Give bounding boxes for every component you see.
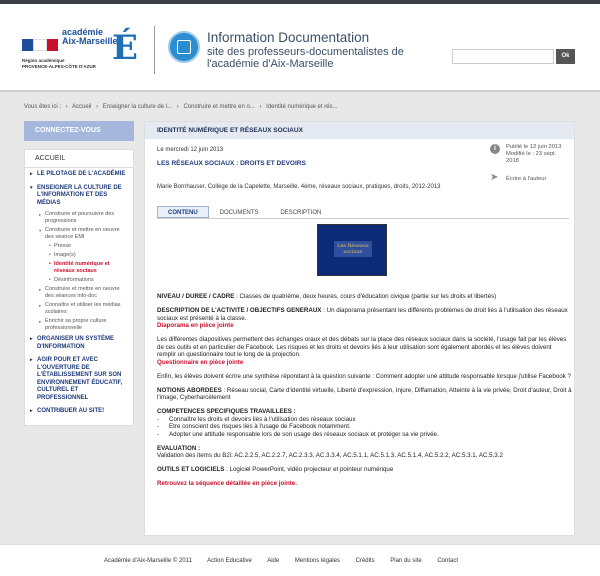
footer-links [104,558,472,564]
breadcrumb-prefix: Vous êtes ici : [24,104,62,110]
breadcrumb-sep: › [259,104,262,110]
competences-block [157,408,572,438]
search-ok-button[interactable]: Ok [556,49,575,64]
header-divider [154,26,155,74]
footer-link-aide[interactable]: Aide [267,558,280,564]
connect-button[interactable]: CONNECTEZ-VOUS [24,121,134,141]
breadcrumb-sep: › [65,104,68,110]
publish-info [490,144,570,165]
academie-logo-text[interactable] [62,28,118,46]
documentation-logo-icon[interactable] [168,31,200,63]
breadcrumb-sep: › [96,104,99,110]
tab-contenu[interactable]: CONTENU [157,206,209,218]
breadcrumb-home[interactable]: Accueil [72,104,92,110]
info-icon: i [490,144,500,154]
search-input[interactable] [452,49,554,64]
retrouvez-paragraph [157,480,572,488]
sidebar-sub-medias-scolaires[interactable]: ▸ Connaître et utiliser les médias scolaires [25,301,133,317]
niveau-text: : Classes de quatrième, deux heures, cours d'éducation civique (partie sur les droits et libertés) [234,293,497,300]
notions-label: NOTIONS ABORDEES [157,386,222,394]
sidebar-sub-presse[interactable]: • Presse [25,242,133,251]
synthese-paragraph: Enfin, les élèves doivent écrire une synthèse répondant à la question suivante : Comment adopter une attitude responsable lorsque j'utilise Facebook ? [157,372,571,380]
sidebar [24,121,134,426]
sidebar-sub-seance-emi[interactable]: ▾ Construire et mettre en oeuvre des séance EMI [25,226,133,242]
sidebar-item-enseigner[interactable]: ▾ ENSEIGNER LA CULTURE DE L'INFORMATION ET DES MÉDIAS [25,182,133,211]
footer-link-contact[interactable]: Contact [437,558,459,564]
breadcrumb [24,104,341,110]
sidebar-sub-images[interactable]: • Image(s) [25,251,133,260]
sidebar-menu [24,149,134,426]
article-info-box [490,144,570,183]
footer-link-action-educative[interactable]: Action Educative [207,558,252,564]
activity-text: Les différentes diapositives permettent des échanges oraux et des débats sur la place des réseaux sociaux dans la société, l'usage fait par les élèves de ces outils et en particulier de Facebook. Les risques et les droits et devoirs liés à leur utilisation sont également abordés et les élèves doivent remplir un questionnaire tout le long de la projection. [157,336,567,358]
competence-item: - Connaître les droits et devoirs liés à l'utilisation des réseaux sociaux [157,416,572,424]
send-icon: ➤ [490,172,499,183]
slideshow-thumbnail[interactable] [317,224,387,276]
sidebar-sub-progressions[interactable]: ▸ Construire et poursuivre des progressions [25,210,133,226]
description-paragraph [157,307,572,330]
notions-paragraph [157,387,572,402]
niveau-paragraph [157,293,572,301]
site-title[interactable]: Information Documentation [207,30,370,45]
article-date: Le mercredi 12 juin 2013 [157,147,224,153]
article-body [157,293,572,494]
breadcrumb-enseigner[interactable]: Enseigner la culture de l... [102,104,173,110]
article-meta: Marie Bornhauser, Collège de la Capelette, Marseille. 4ème, réseaux sociaux, pratiques, droits, 2012-2013 [157,184,441,190]
description-text: : Un diaporama présentant les différents problèmes de droit liés à l'utilisation des réseaux sociaux est présenté à la classe. [157,307,568,322]
description-label: DESCRIPTION DE L'ACTIVITE / OBJECTIFS GENERAUX [157,307,322,314]
breadcrumb-current: Identité numérique et rés... [266,104,338,110]
activity-paragraph [157,336,572,366]
site-header [0,4,600,90]
header-band [0,90,600,92]
evaluation-label: EVALUATION : [157,444,201,452]
region-text [22,58,96,70]
region-line2: PROVENCE-ALPES-CÔTE D'AZUR [22,64,96,69]
article-tabs [157,206,569,219]
academie-line1: académie [62,27,104,37]
sidebar-sub-info-doc[interactable]: ▸ Construire et mettre en oeuvre des séances info-doc [25,285,133,301]
breadcrumb-construire[interactable]: Construire et mettre en o... [183,104,255,110]
marianne-flag-logo[interactable] [22,39,58,51]
author-contact[interactable] [490,172,570,183]
tab-documents[interactable]: DOCUMENTS [219,210,259,216]
evaluation-text: Validation des items du B2i: AC.2.2.5, AC.2.2.7, AC.2.3.3, AC.3.3.4, AC.5.1.1, AC.5.1.3, AC.5.1.4, AC.5.2.2, AC.5.3.1, AC.5.3.2 [157,452,503,459]
sidebar-item-pilotage[interactable]: ▸ LE PILOTAGE DE L'ACADÉMIE [25,168,133,182]
academie-e-logo[interactable]: É [112,28,138,68]
region-line1: Région académique [22,58,65,63]
site-subtitle: site des professeurs-documentalistes de l'académie d'Aix-Marseille [207,46,404,70]
diaporama-attachment-link[interactable]: Diaporama en pièce jointe [157,322,234,329]
sidebar-sub-culture-pro[interactable]: ▸ Enrichir sa propre culture professionnelle [25,317,133,333]
modified-date: Modifié le : 23 sept. 2018 [506,151,557,164]
sidebar-item-contribuer[interactable]: ▸ CONTRIBUER AU SITE! [25,405,133,419]
competence-item: - Adopter une attitude responsable lors de son usage des réseaux sociaux et protéger sa vie privée. [157,431,572,439]
sidebar-sub-identite-numerique[interactable]: • Identité numérique et réseaux sociaux [25,260,133,276]
evaluation-paragraph [157,445,572,460]
sidebar-item-agir[interactable]: ▸ AGIR POUR ET AVEC L'OUVERTURE DE L'ÉTABLISSEMENT SUR SON ENVIRONNEMENT ÉDUCATIF, CULTUREL ET PROFESSIONNEL [25,354,133,405]
footer-link-plan[interactable]: Plan du site [390,558,422,564]
write-author-link[interactable]: Écrire à l'auteur [506,176,547,182]
outils-label: OUTILS ET LOGICIELS [157,466,225,473]
sidebar-sub-desinformations[interactable]: • Désinformations [25,276,133,285]
sidebar-item-accueil[interactable]: ACCUEIL [25,150,133,168]
published-date: Publié le 12 juin 2013 [506,144,562,150]
competences-label: COMPETENCES SPECIFIQUES TRAVAILLEES : [157,408,296,415]
section-heading: IDENTITÉ NUMÉRIQUE ET RÉSEAUX SOCIAUX [145,122,574,139]
footer-link-credits[interactable]: Crédits [355,558,375,564]
questionnaire-attachment-link[interactable]: Questionnaire en pièce jointe [157,358,244,366]
sidebar-item-organiser[interactable]: ▸ ORGANISER UN SYSTÈME D'INFORMATION [25,333,133,354]
outils-text: : Logiciel PowerPoint, vidéo projecteur et pointeur numérique [224,466,394,473]
retrouvez-link[interactable]: Retrouvez la séquence détaillée en pièce jointe. [157,480,297,487]
notions-text: : Réseau social, Carte d'identité virtuelle, Liberté d'expression, Injure, Diffamation, Atteinte à la vie privée, Droit d'auteur, Droit à l'image, Cyberharcèlement [157,386,572,401]
competence-item: - Etre conscient des risques liés à l'usage de Facebook notamment. [157,423,572,431]
tab-description[interactable]: DESCRIPTION [280,210,322,216]
main-content [144,121,575,536]
outils-paragraph [157,466,572,474]
competences-list [157,416,572,439]
footer-copyright[interactable]: Académie d'Aix-Marseille © 2011 [104,558,192,564]
article-title: LES RÉSEAUX SOCIAUX : DROITS ET DEVOIRS [157,160,306,167]
breadcrumb-sep: › [176,104,179,110]
footer-link-mentions[interactable]: Mentions légales [294,558,340,564]
academie-line2: Aix-Marseille [62,36,118,46]
footer [0,544,600,576]
niveau-label: NIVEAU / DUREE / CADRE [157,293,235,300]
thumbnail-label: Les Réseaux sociaux [334,241,372,257]
